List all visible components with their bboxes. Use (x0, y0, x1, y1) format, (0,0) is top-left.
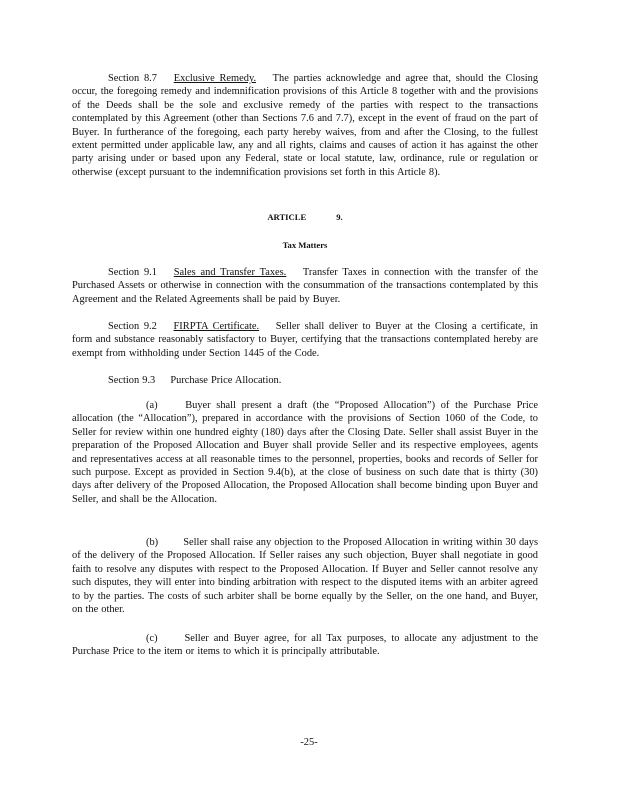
article-title: Tax Matters (282, 240, 328, 250)
section-9-2 (72, 320, 538, 360)
section-9-1 (72, 266, 538, 306)
subsection-label: (a) (146, 400, 158, 411)
section-9-3-b (72, 536, 538, 616)
section-number: Section 9.3 (108, 375, 156, 386)
section-number: Section 9.1 (108, 267, 157, 278)
section-title: Sales and Transfer Taxes. (173, 267, 287, 278)
article-number: 9. (336, 212, 343, 222)
subsection-label: (b) (146, 537, 159, 548)
section-9-3-a (72, 399, 538, 506)
section-title: Purchase Price Allocation. (170, 375, 282, 386)
section-title: FIRPTA Certificate. (173, 321, 260, 332)
section-number: Section 8.7 (108, 73, 157, 84)
section-body: Seller shall deliver to Buyer at the Closing a certificate, in form and substance reasonably satisfactory to Buyer, certifying that the transactions contemplated hereby are exempt from withholding under Section 1445 of the Code. (72, 321, 538, 359)
section-body: Transfer Taxes in connection with the transfer of the Purchased Assets or otherwise in connection with the consummation of the transactions contemplated by this Agreement and the Related Agreements shall be paid by Buyer. (72, 267, 538, 305)
section-title: Exclusive Remedy. (173, 73, 257, 84)
section-9-3 (72, 374, 538, 387)
subsection-body: Seller and Buyer agree, for all Tax purposes, to allocate any adjustment to the Purchase Price to the item or items to which it is principally attributable. (72, 633, 538, 658)
article-label: ARTICLE (267, 212, 307, 222)
subsection-body: Buyer shall present a draft (the “Proposed Allocation”) of the Purchase Price allocation (the “Allocation”), prepared in accordance with the provisions of Section 1060 of the Code, to Seller for review within one hundred eighty (180) days after the Closing Date. Seller shall assist Buyer in the preparation of the Proposed Allocation and Buyer shall provide Seller and its respective employees, agents and representatives access at all reasonable times to the personnel, properties, books and records of Seller for such purpose. Except as provided in Section 9.4(b), at the close of business on such date that is thirty (30) days after delivery of the Proposed Allocation, the Proposed Allocation shall become binding upon Buyer and Seller, and shall be the Allocation. (72, 400, 538, 505)
section-body: The parties acknowledge and agree that, should the Closing occur, the foregoing remedy and indemnification provisions of this Article 8 together with and the provisions of the Deeds shall be the sole and exclusive remedy of the parties with respect to the transactions contemplated by this Agreement (other than Sections 7.6 and 7.7), except in the event of fraud on the part of Buyer. In furtherance of the foregoing, each party hereby waives, from and after the Closing, to the fullest extent permitted under applicable law, any and all rights, claims and causes of action it has against the other party arising under or based upon any Federal, state or local statute, law, ordinance, rule or regulation or otherwise (except pursuant to the indemnification provisions set forth in this Article 8). (72, 73, 539, 178)
section-number: Section 9.2 (108, 321, 157, 332)
section-9-3-c (72, 632, 538, 659)
subsection-body: Seller shall raise any objection to the Proposed Allocation in writing within 30 days of the delivery of the Proposed Allocation. If Seller raises any such objection, Buyer shall negotiate in good faith to resolve any disputes with respect to the Proposed Allocation. If Buyer and Seller cannot resolve any such disputes, they will enter into binding arbitration with respect to the disputed items with an arbiter agreed to by the parties. The costs of such arbiter shall be borne equally by the Seller, on the one hand, and Buyer, on the other. (72, 537, 538, 616)
section-8-7 (72, 72, 538, 179)
page-number: -25- (300, 737, 318, 748)
subsection-label: (c) (146, 633, 158, 644)
article-heading (72, 212, 538, 222)
